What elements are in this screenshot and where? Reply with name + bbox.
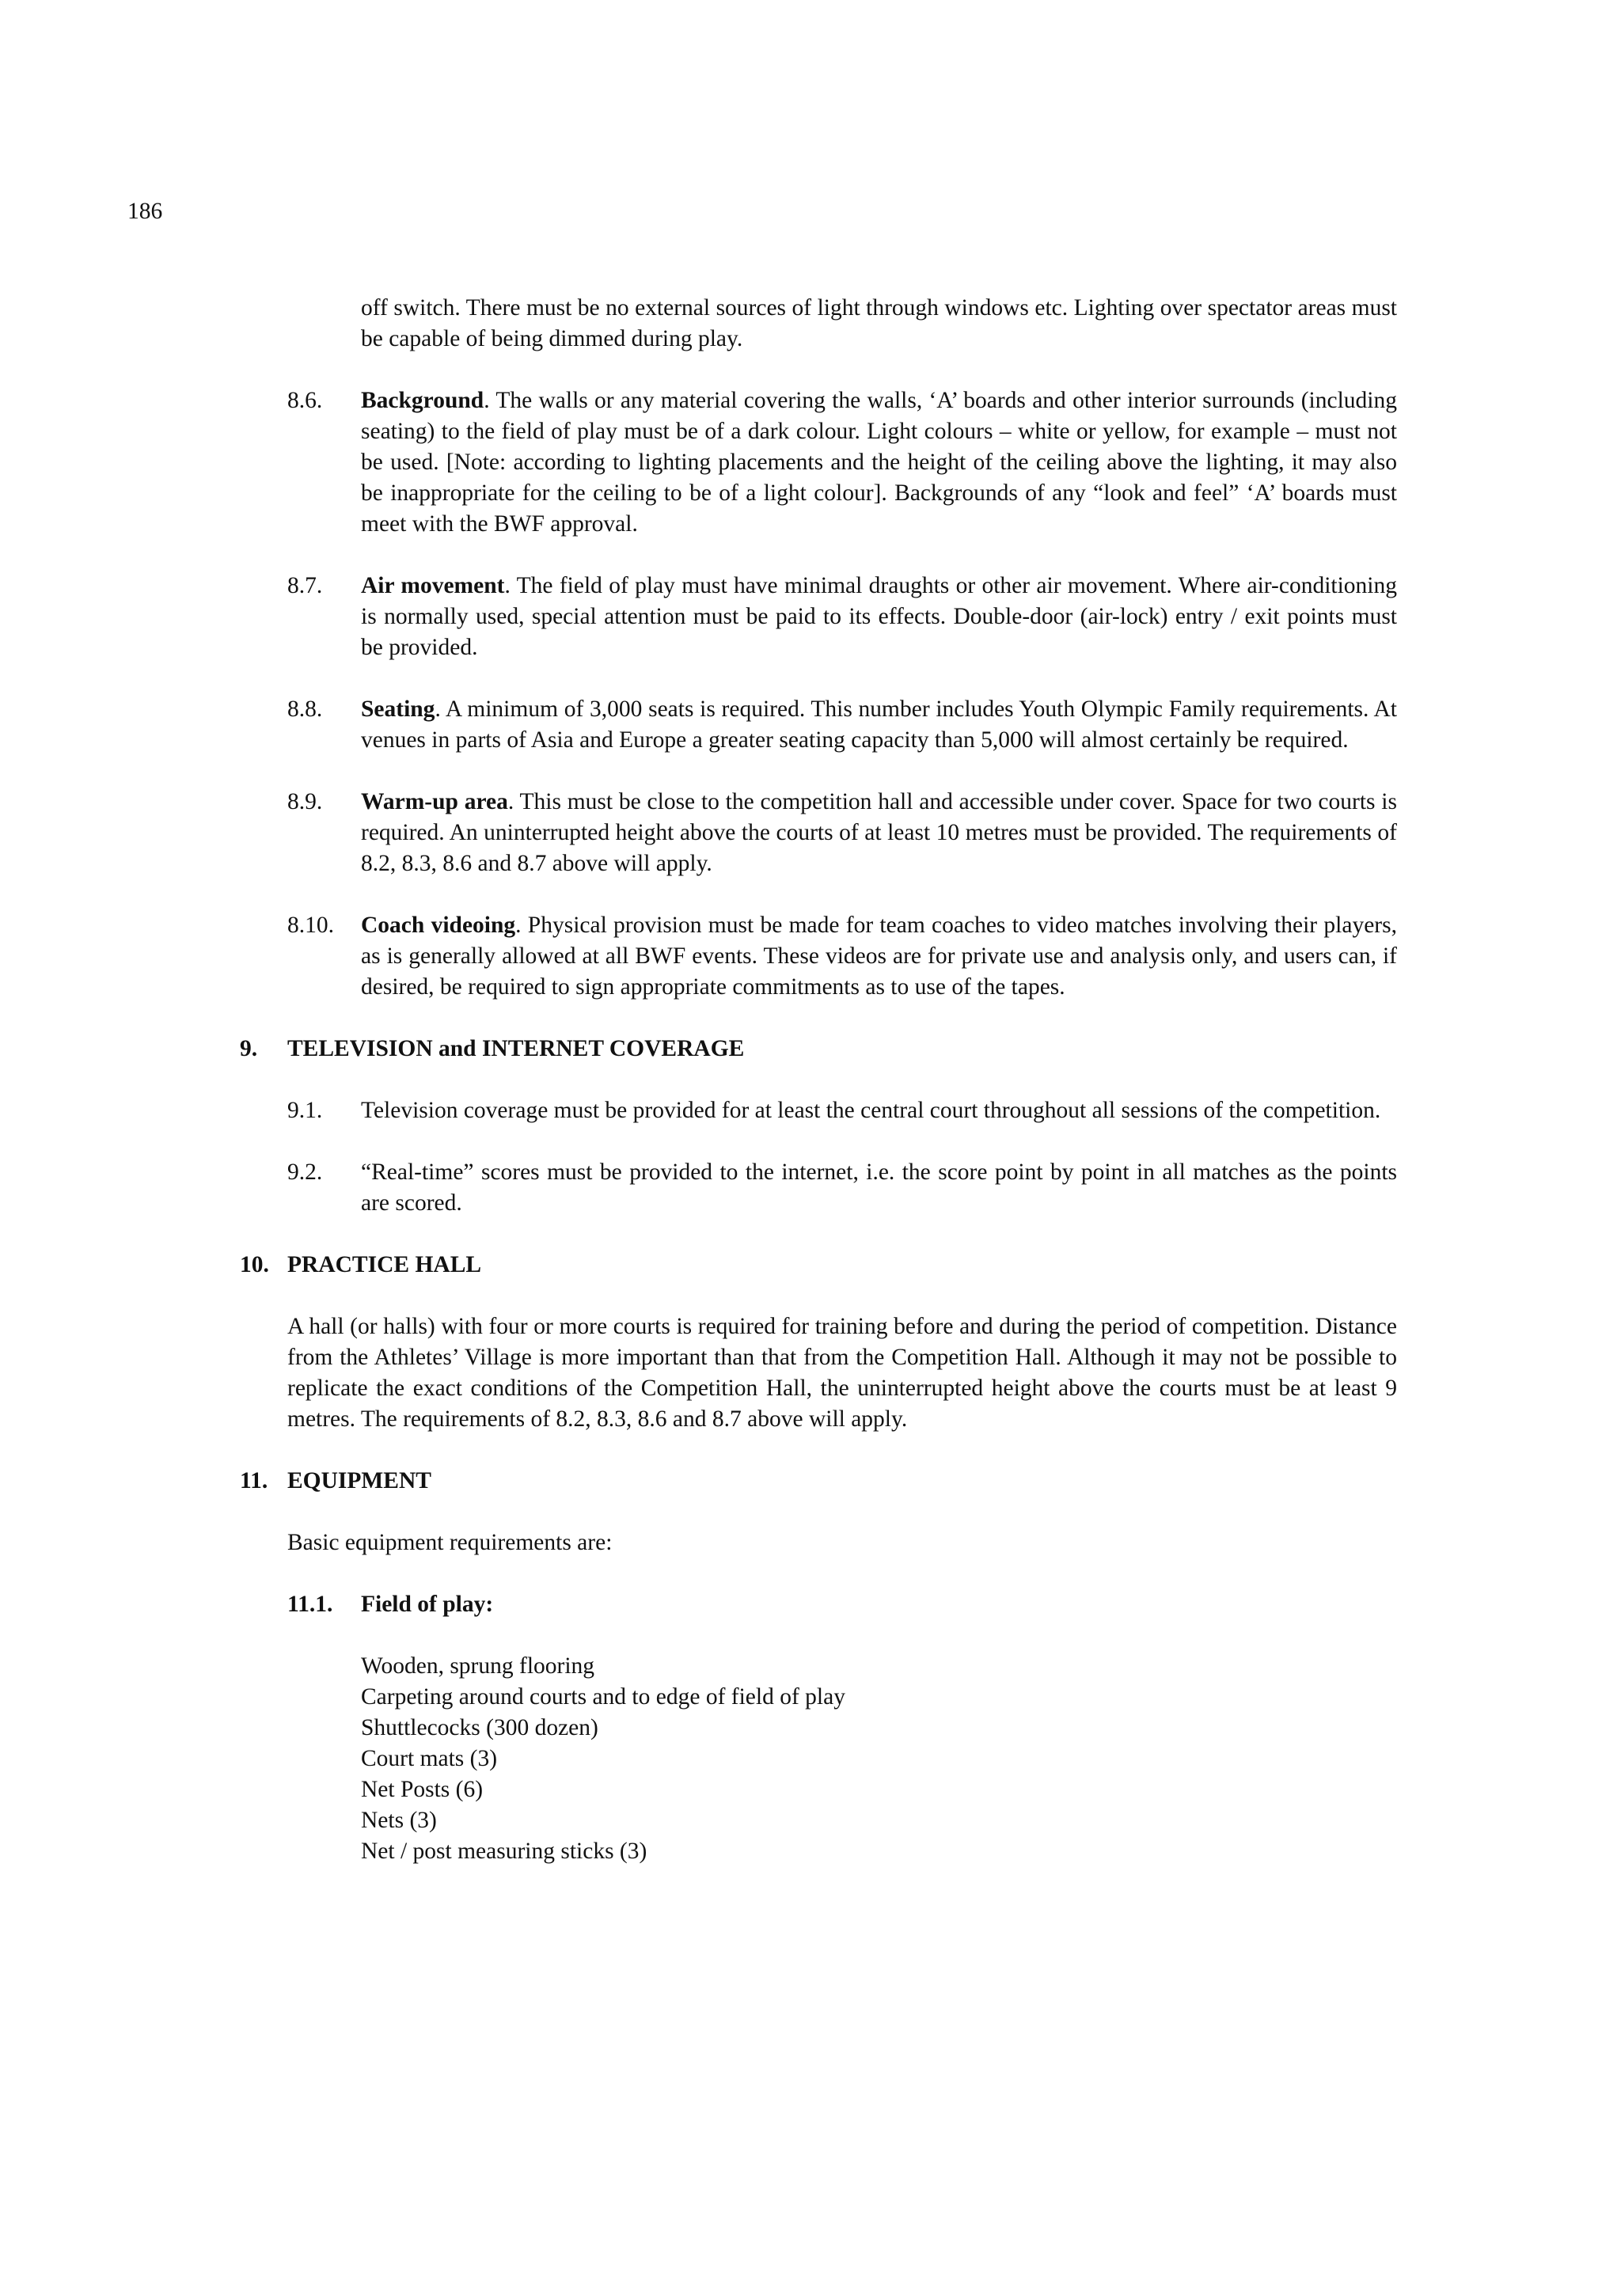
list-item: Court mats (3) [361,1746,498,1771]
continued-paragraph: off switch. There must be no external sources of light through windows etc. Lighting over spectator areas must be capable of being dimmed during play. [361,295,1397,351]
clause-term: Background [361,388,484,413]
clause-number: 8.7. [287,573,323,598]
list-item: Net / post measuring sticks (3) [361,1839,647,1864]
clause-8-8 [287,694,1397,756]
section-10-paragraph: A hall (or halls) with four or more courts is required for training before and during the period of competition. Distance from the Athletes’ Village is more important than that from the Competition Hall. Although it may not be possible to replicate the exact conditions of the Competition Hall, the uninterrupted height above the courts must be at least 9 metres. The requirements of 8.2, 8.3, 8.6 and 8.7 above will apply. [287,1314,1397,1432]
section-9-heading [240,1034,1397,1065]
section-11-intro: Basic equipment requirements are: [287,1530,613,1555]
clause-text: . The walls or any material covering the walls, ‘A’ boards and other interior surrounds (including seating) to the field of play must be of a dark colour. Light colours – white or yellow, for example – must not be used. [Note: according to lighting placements and the height of the ceiling above the lighting, it may also be inappropriate for the ceiling to be of a light colour]. Backgrounds of any “look and feel” ‘A’ boards must meet with the BWF approval. [361,388,1397,537]
clause-term: Coach videoing [361,913,516,938]
field-of-play-list [361,1651,1397,1867]
clause-8-7 [287,571,1397,663]
clause-term: Warm-up area [361,789,508,814]
clause-text: . This must be close to the competition hall and accessible under cover. Space for two courts is required. An uninterrupted height above the courts of at least 10 metres must be provided. The requirements of 8.2, 8.3, 8.6 and 8.7 above will apply. [361,789,1397,876]
clause-11-1-heading [287,1589,1397,1620]
section-title: EQUIPMENT [287,1468,431,1493]
section-number: 9. [240,1036,258,1061]
clause-8-10 [287,910,1397,1003]
clause-number: 9.1. [287,1098,323,1123]
section-10-heading [240,1250,1397,1281]
clause-text: . A minimum of 3,000 seats is required. This number includes Youth Olympic Family requirements. At venues in parts of Asia and Europe a greater seating capacity than 5,000 will almost certainly be required. [361,696,1397,753]
clause-text: “Real-time” scores must be provided to the internet, i.e. the score point by point in all matches as the points are scored. [361,1159,1397,1216]
clause-number: 8.6. [287,388,323,413]
section-title: TELEVISION and INTERNET COVERAGE [287,1036,745,1061]
section-11-heading [240,1466,1397,1497]
clause-9-1 [287,1095,1397,1126]
clause-number: 11.1. [287,1592,333,1617]
list-item: Nets (3) [361,1808,437,1833]
clause-term: Seating [361,696,435,722]
clause-text: . Physical provision must be made for team coaches to video matches involving their players, as is generally allowed at all BWF events. These videos are for private use and analysis only, and users can, if desired, be required to sign appropriate commitments as to use of the tapes. [361,913,1397,1000]
clause-number: 9.2. [287,1159,323,1185]
section-title: PRACTICE HALL [287,1252,482,1277]
clause-9-2 [287,1157,1397,1219]
section-number: 10. [240,1252,269,1277]
list-item: Carpeting around courts and to edge of field of play [361,1684,845,1710]
clause-title: Field of play: [361,1592,494,1617]
clause-8-9 [287,787,1397,879]
clause-text: . The field of play must have minimal draughts or other air movement. Where air-conditioning is normally used, special attention must be paid to its effects. Double-door (air-lock) entry / exit points must be provided. [361,573,1397,660]
clause-number: 8.9. [287,789,323,814]
list-item: Net Posts (6) [361,1777,484,1802]
list-item: Shuttlecocks (300 dozen) [361,1715,598,1740]
clause-text: Television coverage must be provided for at least the central court throughout all sessions of the competition. [361,1098,1381,1123]
clause-term: Air movement [361,573,505,598]
clause-number: 8.8. [287,696,323,722]
list-item: Wooden, sprung flooring [361,1653,595,1679]
clause-number: 8.10. [287,913,334,938]
page-content [240,293,1397,1867]
page-number: 186 [127,199,163,224]
clause-8-6 [287,385,1397,540]
section-number: 11. [240,1468,268,1493]
